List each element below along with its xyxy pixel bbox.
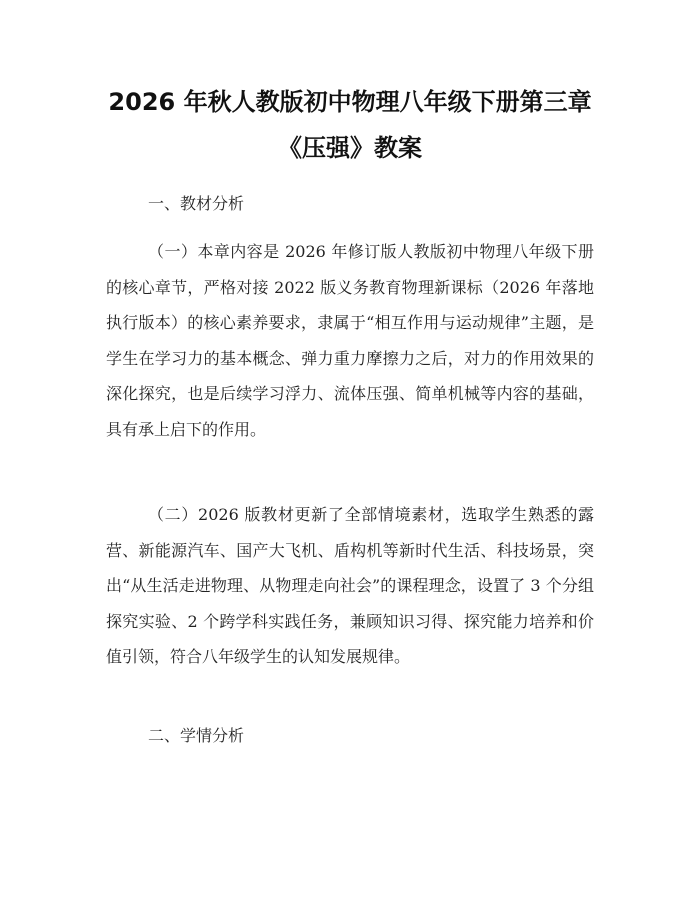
document-title-line-2: 《压强》教案 bbox=[278, 134, 422, 162]
paragraph-textbook-update: （二）2026 版教材更新了全部情境素材，选取学生熟悉的露营、新能源汽车、国产大飞机、盾构机等新时代生活、科技场景，突出“从生活走进物理、从物理走向社会”的课程理念，设置了 3 个分组探究实验、2 个跨学科实践任务，兼顾知识习得、探究能力培养和价值引领，符合八年级学生的认知发展规律。 bbox=[106, 505, 594, 666]
paragraph-chapter-content: （一）本章内容是 2026 年修订版人教版初中物理八年级下册的核心章节，严格对接 2022 版义务教育物理新课标（2026 年落地执行版本）的核心素养要求，隶属于“相互作用与运动规律”主题，是学生在学习力的基本概念、弹力重力摩擦力之后，对力的作用效果的深化探究，也是后续学习浮力、流体压强、简单机械等内容的基础，具有承上启下的作用。 bbox=[106, 242, 594, 439]
section-heading-student-analysis: 二、学情分析 bbox=[148, 726, 245, 745]
section-heading-textbook-analysis: 一、教材分析 bbox=[148, 194, 245, 213]
document-title-line-1: 2026 年秋人教版初中物理八年级下册第三章 bbox=[108, 88, 592, 116]
